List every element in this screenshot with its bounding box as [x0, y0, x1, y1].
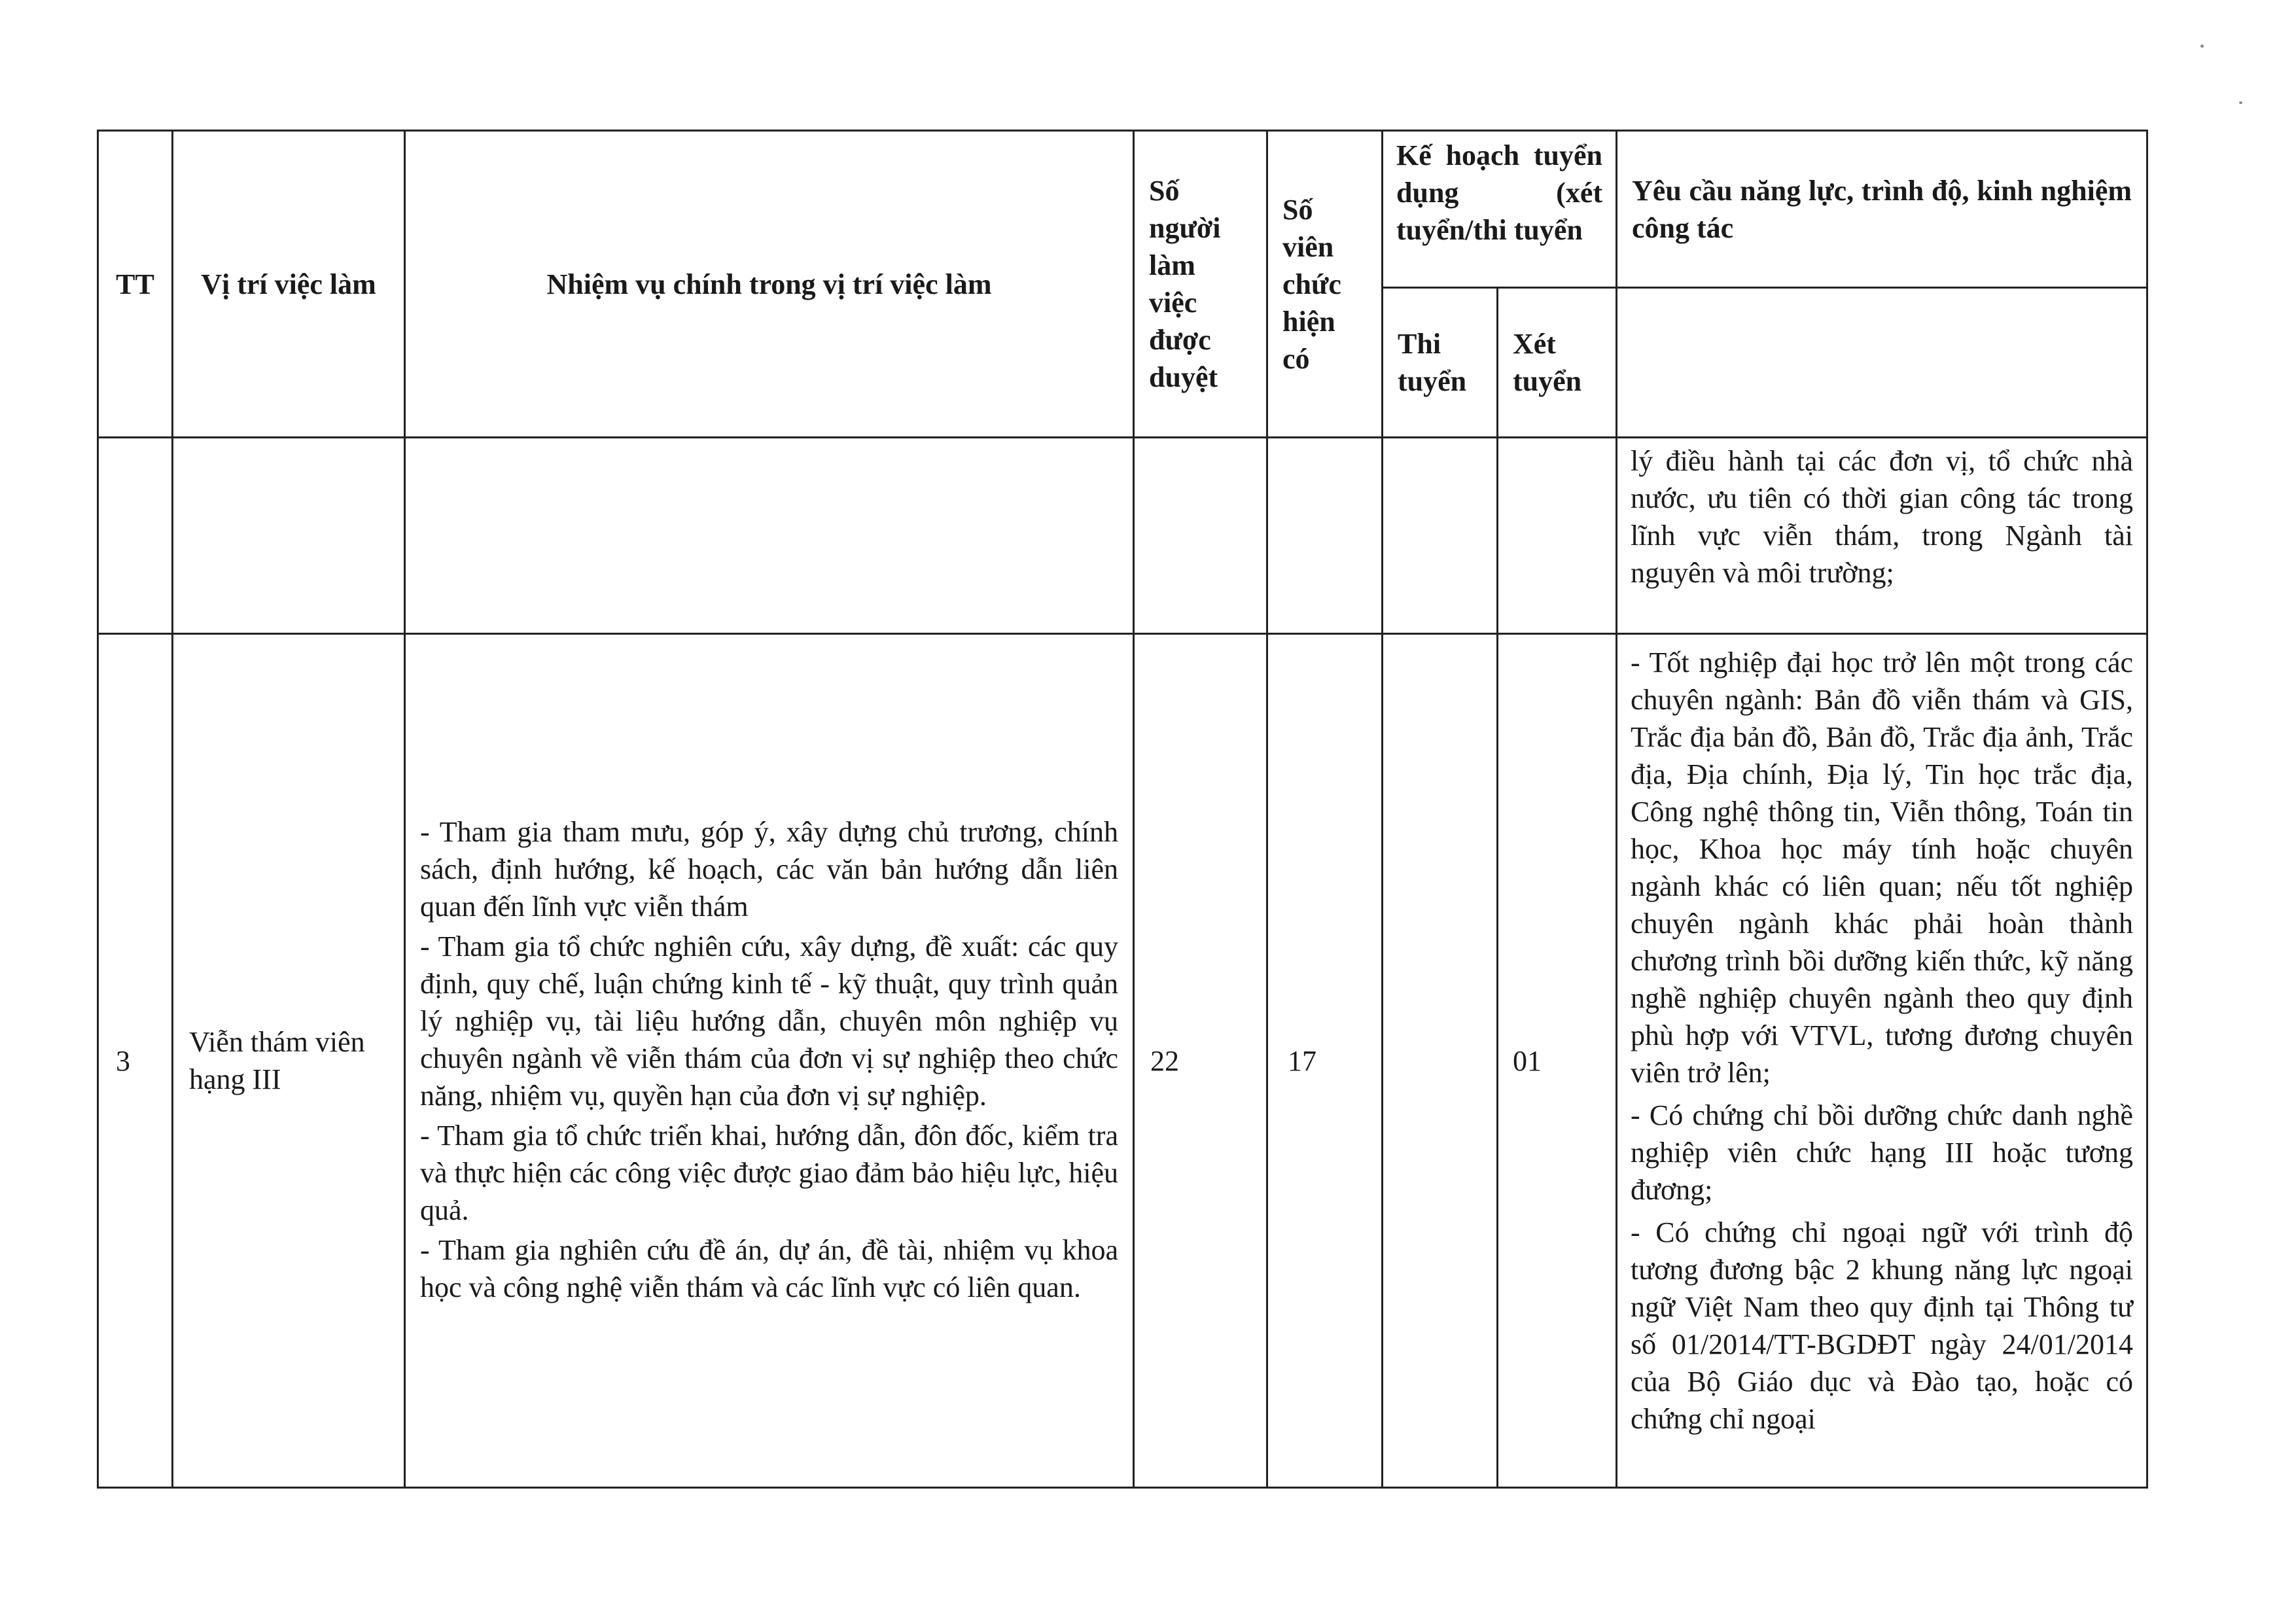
approved-line: Số: [1149, 175, 1180, 207]
table-row: [98, 634, 2147, 1488]
cell-selection: [1498, 438, 1617, 634]
table-row: [98, 438, 2147, 634]
current-line: viên: [1282, 230, 1334, 263]
requirement-paragraph: - Có chứng chỉ bồi dưỡng chức danh nghề nghiệp viên chức hạng III hoặc tương đương;: [1631, 1099, 2134, 1206]
header-current-officials: [1267, 131, 1383, 438]
cell-approved: 22: [1134, 634, 1267, 1488]
cell-requirements: [1617, 438, 2147, 634]
current-line: hiện: [1282, 305, 1335, 338]
approved-line: người: [1149, 212, 1221, 244]
requirement-paragraph: lý điều hành tại các đơn vị, tổ chức nhà nước, ưu tiên có thời gian công tác trong lĩnh vực viễn thám, trong Ngành tài nguyên và môi trường;: [1631, 445, 2134, 589]
header-exam: [1383, 288, 1498, 438]
header-selection: [1498, 288, 1617, 438]
exam-line: tuyển: [1398, 365, 1467, 397]
cell-tt: [98, 438, 173, 634]
requirement-paragraph: - Tốt nghiệp đại học trở lên một trong các chuyên ngành: Bản đồ viễn thám và GIS, Trắc địa bản đồ, Bản đồ, Trắc địa ảnh, Trắc địa, Địa chính, Địa lý, Tin học trắc địa, Công nghệ thông tin, Viễn thông, Toán tin học, Khoa học máy tính hoặc chuyên ngành khác có liên quan; nếu tốt nghiệp chuyên ngành khác phải hoàn thành chương trình bồi dưỡng kiến thức, kỹ năng nghề nghiệp chuyên ngành theo quy định phù hợp với VTVL, tương đương chuyên viên trở lên;: [1631, 646, 2134, 1089]
header-tt: TT: [98, 131, 173, 438]
cell-exam: [1383, 634, 1498, 1488]
cell-tasks: [405, 438, 1134, 634]
scan-speck: [2200, 44, 2204, 48]
current-line: Số: [1282, 193, 1313, 226]
requirement-paragraph: - Có chứng chỉ ngoại ngữ với trình độ tương đương bậc 2 khung năng lực ngoại ngữ Việt Nam theo quy định tại Thông tư số 01/2014/TT-BGDĐT ngày 24/01/2014 của Bộ Giáo dục và Đào tạo, hoặc có chứng chỉ ngoại: [1631, 1216, 2134, 1435]
recruitment-table: [97, 130, 2148, 1489]
approved-line: duyệt: [1149, 361, 1218, 393]
approved-line: làm: [1149, 249, 1195, 281]
current-line: chức: [1282, 268, 1341, 300]
cell-selection: 01: [1498, 634, 1617, 1488]
approved-line: được: [1149, 324, 1211, 356]
cell-position: Viễn thám viên hạng III: [173, 634, 405, 1488]
task-item: - Tham gia tổ chức triển khai, hướng dẫn, đôn đốc, kiểm tra và thực hiện các công việc được giao đảm bảo hiệu lực, hiệu quả.: [420, 1119, 1118, 1226]
scan-speck: [2239, 101, 2242, 104]
cell-approved: [1134, 438, 1267, 634]
cell-tt: 3: [98, 634, 173, 1488]
header-approved-staff: [1134, 131, 1267, 438]
task-item: - Tham gia nghiên cứu đề án, dự án, đề tài, nhiệm vụ khoa học và công nghệ viễn thám và các lĩnh vực có liên quan.: [420, 1233, 1118, 1303]
cell-requirements: [1617, 634, 2147, 1488]
cell-tasks: [405, 634, 1134, 1488]
header-main-tasks: Nhiệm vụ chính trong vị trí việc làm: [405, 131, 1134, 438]
header-requirements: Yêu cầu năng lực, trình độ, kinh nghiệm công tác: [1617, 131, 2147, 288]
current-line: có: [1282, 342, 1310, 375]
selection-line: Xét: [1513, 328, 1556, 360]
approved-line: việc: [1149, 287, 1197, 319]
header-requirements-empty: [1617, 288, 2147, 438]
exam-line: Thi: [1398, 328, 1441, 360]
cell-current: [1267, 438, 1383, 634]
cell-position: [173, 438, 405, 634]
header-position: Vị trí việc làm: [173, 131, 405, 438]
cell-exam: [1383, 438, 1498, 634]
task-item: - Tham gia tham mưu, góp ý, xây dựng chủ trương, chính sách, định hướng, kế hoạch, các văn bản hướng dẫn liên quan đến lĩnh vực viễn thám: [420, 815, 1118, 923]
header-recruitment-plan: Kế hoạch tuyển dụng (xét tuyển/thi tuyển: [1383, 131, 1617, 288]
selection-line: tuyển: [1513, 365, 1582, 397]
cell-current: 17: [1267, 634, 1383, 1488]
task-item: - Tham gia tổ chức nghiên cứu, xây dựng, đề xuất: các quy định, quy chế, luận chứng kinh tế - kỹ thuật, quy trình quản lý nghiệp vụ, tài liệu hướng dẫn, chuyên môn nghiệp vụ chuyên ngành về viễn thám của đơn vị sự nghiệp theo chức năng, nhiệm vụ, quyền hạn của đơn vị sự nghiệp.: [420, 930, 1118, 1112]
